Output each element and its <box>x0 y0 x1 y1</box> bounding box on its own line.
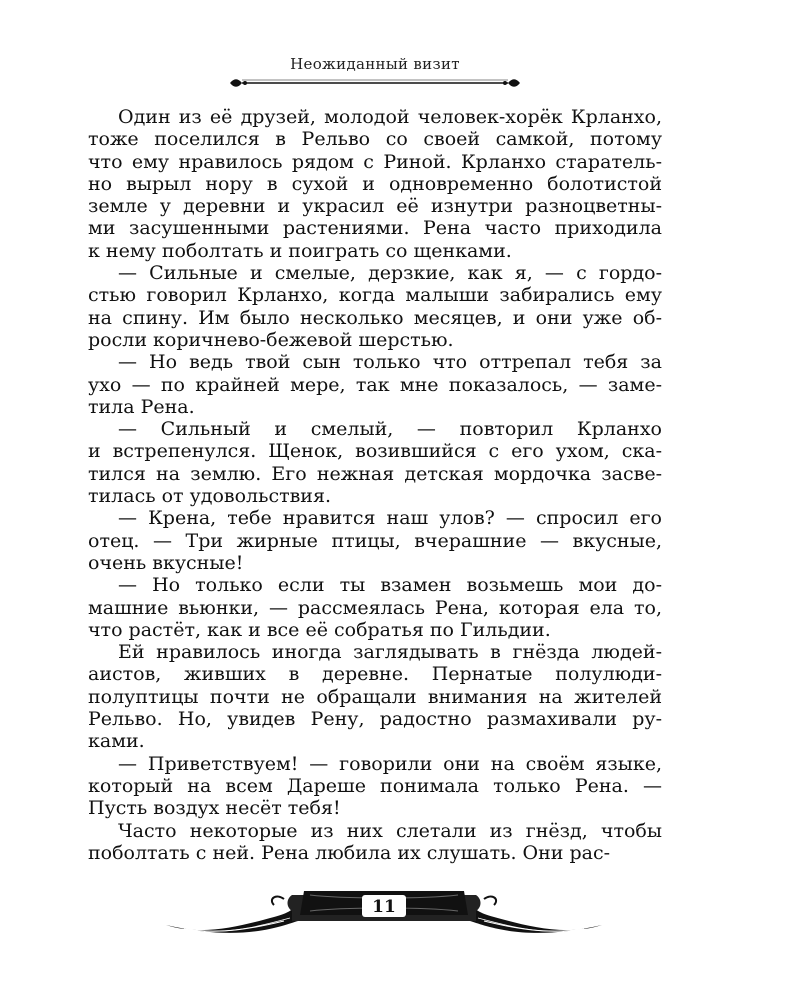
page-number: 11 <box>372 897 396 917</box>
text-line: Один из её друзей, молодой человек-хорёк Крланхо, тоже поселился в Рельво со своей самкой, потому <box>88 106 662 151</box>
text-line: тилась от удовольствия. <box>88 485 331 508</box>
footer-ornament <box>164 885 604 945</box>
text-line: к нему поболтать и поиграть со щенками. <box>88 239 512 262</box>
chapter-title: Неожиданный визит <box>290 55 460 73</box>
text-line: который на всем Дареше понимала только Рена. — <box>88 774 662 797</box>
text-line: — Сильные и смелые, дерзкие, как я, — с гордо- <box>118 262 662 285</box>
text-line: Пусть воздух несёт тебя! <box>88 797 341 820</box>
text-line: тила Рена. <box>88 395 195 418</box>
paragraph <box>88 262 662 351</box>
header-ornament-rule <box>228 76 522 90</box>
text-line: очень вкусные! <box>88 551 244 574</box>
text-line: Рельво. Но, увидев Рену, радостно размахивали ру- <box>88 708 662 731</box>
text-line: что ему нравилось рядом с Риной. Крланхо старатель- <box>88 150 662 173</box>
text-line: — Но ведь твой сын только что оттрепал тебя за <box>118 351 662 374</box>
text-line: росли коричнево-бежевой шерстью. <box>88 328 454 351</box>
text-line: машние вьюнки, — рассмеялась Рена, которая ела то, <box>88 596 662 619</box>
text-line: ками. <box>88 730 145 753</box>
text-line: тился на землю. Его нежная детская мордочка засве- <box>88 462 662 485</box>
text-line: на спину. Им было несколько месяцев, и они уже об- <box>88 306 662 329</box>
text-line: — Крена, тебе нравится наш улов? — спросил его <box>118 507 662 530</box>
running-header <box>228 54 522 90</box>
paragraph <box>88 753 662 820</box>
text-line: что растёт, как и все её собратья по Гильдии. <box>88 618 551 641</box>
text-line: — Но только если ты взамен возьмешь мои до- <box>118 574 662 597</box>
text-line: Ей нравилось иногда заглядывать в гнёзда людей- <box>118 641 662 664</box>
paragraph <box>88 351 662 418</box>
text-line: — Сильный и смелый, — повторил Крланхо <box>118 418 662 441</box>
text-line: земле у деревни и украсил её изнутри разноцветны- <box>88 195 662 218</box>
paragraph <box>88 574 662 641</box>
text-line: отец. — Три жирные птицы, вчерашние — вкусные, <box>88 529 662 552</box>
text-line: полуптицы почти не обращали внимания на жителей <box>88 685 662 708</box>
paragraph <box>88 820 662 865</box>
text-line: — Приветствуем! — говорили они на своём языке, <box>118 752 662 775</box>
paragraph <box>88 507 662 574</box>
paragraph <box>88 418 662 507</box>
text-line: и встрепенулся. Щенок, возившийся с его ухом, ска- <box>88 440 662 463</box>
paragraph <box>88 106 662 262</box>
paragraph <box>88 641 662 752</box>
text-line: стью говорил Крланхо, когда малыши забирались ему <box>88 284 662 307</box>
text-line: аистов, живших в деревне. Пернатые полулюди- <box>88 663 662 686</box>
text-line: Часто некоторые из них слетали из гнёзд, чтобы <box>118 819 662 842</box>
text-line: поболтать с ней. Рена любила их слушать. Они рас- <box>88 841 611 864</box>
text-line: но вырыл нору в сухой и одновременно болотистой <box>88 172 662 195</box>
text-line: ми засушенными растениями. Рена часто приходила <box>88 217 662 240</box>
body-text <box>88 106 662 864</box>
text-line: ухо — по крайней мере, так мне показалось, — заме- <box>88 373 662 396</box>
